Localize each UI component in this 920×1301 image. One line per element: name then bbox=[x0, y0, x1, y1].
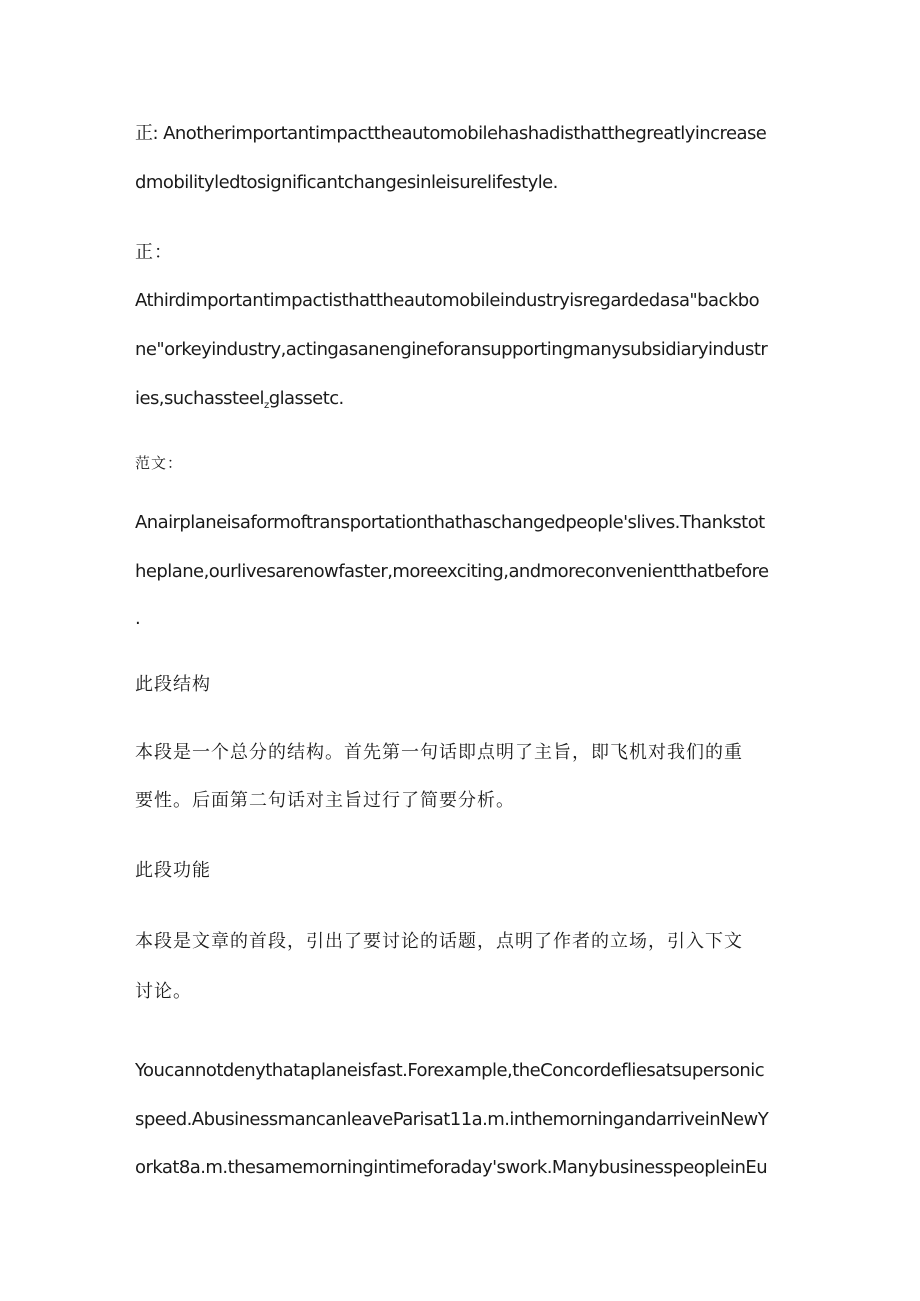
paragraph-3-line-1: Youcannotdenythataplaneisfast.Forexample,theConcordefliesatsupersonic bbox=[135, 1060, 765, 1081]
sample-essay-label: 范文： bbox=[135, 454, 184, 472]
structure-heading: 此段结构 bbox=[135, 674, 211, 695]
paragraph-3-line-3: orkat8a.m.thesamemorningintimeforaday'swork.ManybusinesspeopleinEu bbox=[135, 1157, 768, 1178]
structure-line-2: 要性。后面第二句话对主旨过行了简要分析。 bbox=[135, 790, 515, 811]
paragraph-2-line-3-part-b: glassetc. bbox=[268, 388, 344, 409]
paragraph-2-line-3 bbox=[135, 387, 790, 418]
function-line-1: 本段是文章的首段，引出了要讨论的话题，点明了作者的立场，引入下文 bbox=[135, 931, 743, 952]
sample-line-1: Anairplaneisaformoftransportationthathaschangedpeople'slives.Thankstot bbox=[135, 512, 765, 533]
paragraph-1-line-1: 正: Anotherimportantimpacttheautomobilehashadisthatthegreatlyincrease bbox=[135, 123, 767, 144]
function-line-2: 讨论。 bbox=[135, 981, 192, 1002]
paragraph-2-line-2: ne"orkeyindustry,actingasanengineforansupportingmanysubsidiaryindustr bbox=[135, 339, 768, 360]
paragraph-3-line-2: speed.AbusinessmancanleaveParisat11a.m.inthemorningandarriveinNewY bbox=[135, 1109, 769, 1130]
paragraph-1-line-2: dmobilityledtosignificantchangesinleisurelifestyle. bbox=[135, 172, 558, 193]
sample-line-2: heplane,ourlivesarenowfaster,moreexciting,andmoreconvenientthatbefore bbox=[135, 561, 769, 582]
function-heading: 此段功能 bbox=[135, 860, 211, 881]
paragraph-2-line-1: Athirdimportantimpactisthattheautomobileindustryisregardedasa"backbo bbox=[135, 290, 760, 311]
sample-line-3: . bbox=[135, 608, 141, 629]
structure-line-1: 本段是一个总分的结构。首先第一句话即点明了主旨，即飞机对我们的重 bbox=[135, 742, 743, 763]
paragraph-2-line-3-subscript: z bbox=[264, 400, 269, 411]
paragraph-2-line-3-part-a: ies,suchassteel bbox=[135, 388, 265, 409]
paragraph-2-label: 正： bbox=[135, 242, 173, 263]
